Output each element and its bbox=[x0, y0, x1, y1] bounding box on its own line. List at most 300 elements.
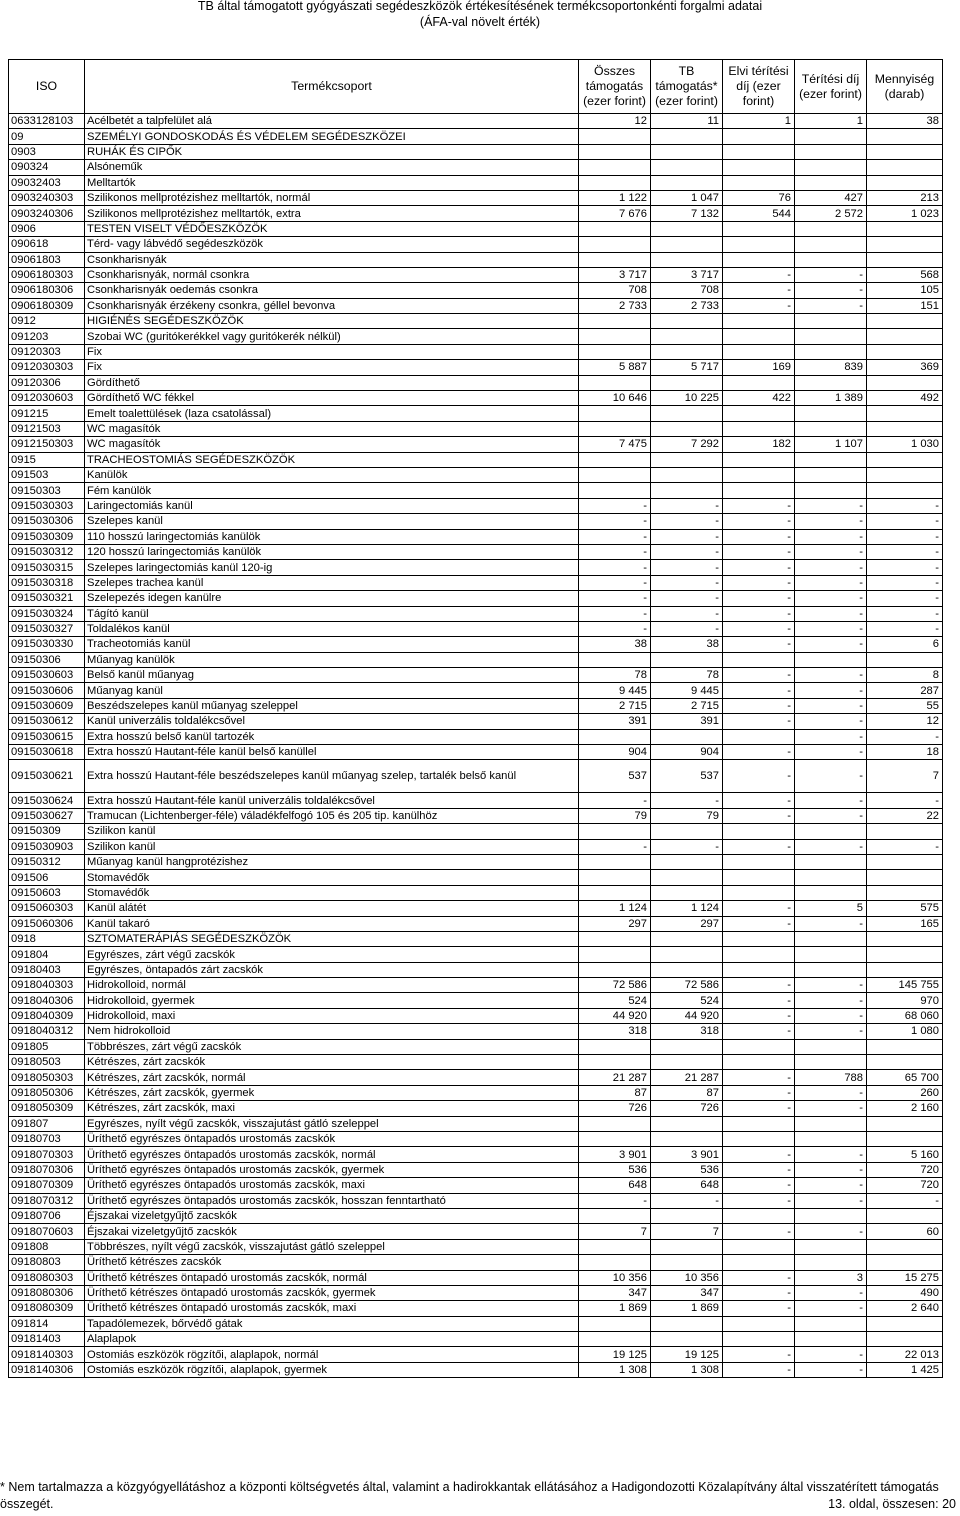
theoretical-fee-cell: - bbox=[723, 544, 795, 559]
total-support-cell bbox=[579, 1116, 651, 1131]
product-group-cell: Üríthető kétrészes zacskók bbox=[85, 1255, 579, 1270]
tb-support-cell bbox=[651, 483, 723, 498]
product-group-cell: Üríthető egyrészes öntapadós urostomás zacskók, normál bbox=[85, 1147, 579, 1162]
iso-code-cell: 0915030615 bbox=[9, 729, 85, 744]
iso-code-cell: 0912 bbox=[9, 314, 85, 329]
iso-code-cell: 09032403 bbox=[9, 175, 85, 190]
iso-code-cell: 091804 bbox=[9, 947, 85, 962]
product-group-cell: 110 hosszú laringectomiás kanülök bbox=[85, 529, 579, 544]
tb-support-cell: - bbox=[651, 621, 723, 636]
product-group-cell: Extra hosszú Hautant-féle kanül univerzális toldalékcsővel bbox=[85, 793, 579, 808]
quantity-cell: 1 030 bbox=[867, 437, 943, 452]
iso-code-cell: 090324 bbox=[9, 160, 85, 175]
fee-cell: 3 bbox=[795, 1270, 867, 1285]
product-group-cell: Beszédszelepes kanül műanyag szeleppel bbox=[85, 698, 579, 713]
tb-support-cell bbox=[651, 375, 723, 390]
iso-code-cell: 0915030627 bbox=[9, 808, 85, 823]
table-row bbox=[9, 793, 943, 808]
total-support-cell bbox=[579, 314, 651, 329]
table-row bbox=[9, 1008, 943, 1023]
total-support-cell bbox=[579, 252, 651, 267]
fee-cell bbox=[795, 947, 867, 962]
tb-support-cell bbox=[651, 344, 723, 359]
fee-cell: - bbox=[795, 514, 867, 529]
quantity-cell bbox=[867, 406, 943, 421]
total-support-cell: - bbox=[579, 839, 651, 854]
table-row bbox=[9, 1347, 943, 1362]
total-support-cell: 391 bbox=[579, 714, 651, 729]
product-group-cell: Csonkharisnyák érzékeny csonkra, géllel bevonva bbox=[85, 298, 579, 313]
product-group-cell: Tracheotomiás kanül bbox=[85, 637, 579, 652]
table-row bbox=[9, 1147, 943, 1162]
tb-support-cell: - bbox=[651, 575, 723, 590]
theoretical-fee-cell: - bbox=[723, 1085, 795, 1100]
product-group-cell: Éjszakai vizeletgyűjtő zacskók bbox=[85, 1224, 579, 1239]
footnote: * Nem tartalmazza a közgyógyellátáshoz a központi költségvetés által, valamint a hadirokkantak ellátásához a Hadigondozotti Közalapítvány által visszatérített támogatás bbox=[0, 1480, 939, 1494]
fee-cell bbox=[795, 1332, 867, 1347]
quantity-cell: 151 bbox=[867, 298, 943, 313]
quantity-cell bbox=[867, 1039, 943, 1054]
quantity-cell bbox=[867, 467, 943, 482]
table-row bbox=[9, 1255, 943, 1270]
fee-cell: 1 bbox=[795, 114, 867, 129]
fee-cell: - bbox=[795, 1301, 867, 1316]
total-support-cell bbox=[579, 947, 651, 962]
tb-support-cell bbox=[651, 252, 723, 267]
col-header-fee: Térítési díj (ezer forint) bbox=[795, 60, 867, 114]
fee-cell: 1 107 bbox=[795, 437, 867, 452]
product-group-cell: Hidrokolloid, gyermek bbox=[85, 993, 579, 1008]
tb-support-cell: 44 920 bbox=[651, 1008, 723, 1023]
table-row bbox=[9, 529, 943, 544]
table-row bbox=[9, 452, 943, 467]
table-row bbox=[9, 808, 943, 823]
product-group-cell: Hidrokolloid, maxi bbox=[85, 1008, 579, 1023]
theoretical-fee-cell bbox=[723, 870, 795, 885]
tb-support-cell: - bbox=[651, 560, 723, 575]
table-row bbox=[9, 1270, 943, 1285]
iso-code-cell: 0906180306 bbox=[9, 283, 85, 298]
total-support-cell: 1 308 bbox=[579, 1362, 651, 1377]
theoretical-fee-cell bbox=[723, 1116, 795, 1131]
table-row bbox=[9, 1162, 943, 1177]
table-row bbox=[9, 962, 943, 977]
product-group-cell: Extra hosszú belső kanül tartozék bbox=[85, 729, 579, 744]
fee-cell bbox=[795, 237, 867, 252]
fee-cell: - bbox=[795, 1101, 867, 1116]
total-support-cell: - bbox=[579, 544, 651, 559]
total-support-cell: 1 124 bbox=[579, 901, 651, 916]
table-row bbox=[9, 854, 943, 869]
theoretical-fee-cell: 182 bbox=[723, 437, 795, 452]
product-group-cell: Tágító kanül bbox=[85, 606, 579, 621]
table-row bbox=[9, 175, 943, 190]
tb-support-cell bbox=[651, 175, 723, 190]
table-row bbox=[9, 1085, 943, 1100]
quantity-cell: 1 425 bbox=[867, 1362, 943, 1377]
product-group-cell: Kétrészes, zárt zacskók, maxi bbox=[85, 1101, 579, 1116]
theoretical-fee-cell: 76 bbox=[723, 190, 795, 205]
product-group-cell: Csonkharisnyák oedemás csonkra bbox=[85, 283, 579, 298]
product-group-cell: Fix bbox=[85, 360, 579, 375]
fee-cell bbox=[795, 375, 867, 390]
quantity-cell: 68 060 bbox=[867, 1008, 943, 1023]
fee-cell: - bbox=[795, 729, 867, 744]
fee-cell: 1 389 bbox=[795, 391, 867, 406]
total-support-cell bbox=[579, 329, 651, 344]
theoretical-fee-cell: - bbox=[723, 514, 795, 529]
total-support-cell: - bbox=[579, 560, 651, 575]
quantity-cell: 213 bbox=[867, 190, 943, 205]
table-row bbox=[9, 885, 943, 900]
tb-support-cell bbox=[651, 467, 723, 482]
tb-support-cell: 391 bbox=[651, 714, 723, 729]
product-group-cell: Szelepes trachea kanül bbox=[85, 575, 579, 590]
product-group-cell: Melltartók bbox=[85, 175, 579, 190]
table-row bbox=[9, 375, 943, 390]
theoretical-fee-cell bbox=[723, 729, 795, 744]
total-support-cell bbox=[579, 1332, 651, 1347]
total-support-cell bbox=[579, 452, 651, 467]
fee-cell: - bbox=[795, 298, 867, 313]
table-row bbox=[9, 267, 943, 282]
iso-code-cell: 0915060306 bbox=[9, 916, 85, 931]
fee-cell bbox=[795, 329, 867, 344]
total-support-cell bbox=[579, 144, 651, 159]
quantity-cell: - bbox=[867, 498, 943, 513]
theoretical-fee-cell: - bbox=[723, 529, 795, 544]
tb-support-cell: 11 bbox=[651, 114, 723, 129]
table-row bbox=[9, 252, 943, 267]
quantity-cell bbox=[867, 854, 943, 869]
iso-code-cell: 09150306 bbox=[9, 652, 85, 667]
product-group-cell: Hidrokolloid, normál bbox=[85, 978, 579, 993]
fee-cell: - bbox=[795, 793, 867, 808]
theoretical-fee-cell: 1 bbox=[723, 114, 795, 129]
table-row bbox=[9, 591, 943, 606]
total-support-cell bbox=[579, 652, 651, 667]
tb-support-cell: 78 bbox=[651, 668, 723, 683]
fee-cell bbox=[795, 824, 867, 839]
theoretical-fee-cell: - bbox=[723, 637, 795, 652]
product-group-cell: Üríthető kétrészes öntapadó urostomás zacskók, maxi bbox=[85, 1301, 579, 1316]
product-group-cell: Szobai WC (guritókerékkel vagy guritókerék nélkül) bbox=[85, 329, 579, 344]
product-group-cell: WC magasítók bbox=[85, 437, 579, 452]
quantity-cell bbox=[867, 1239, 943, 1254]
total-support-cell bbox=[579, 175, 651, 190]
fee-cell bbox=[795, 406, 867, 421]
fee-cell: - bbox=[795, 267, 867, 282]
iso-code-cell: 0918050306 bbox=[9, 1085, 85, 1100]
fee-cell bbox=[795, 870, 867, 885]
theoretical-fee-cell: - bbox=[723, 1024, 795, 1039]
total-support-cell: 297 bbox=[579, 916, 651, 931]
total-support-cell: 38 bbox=[579, 637, 651, 652]
theoretical-fee-cell bbox=[723, 221, 795, 236]
quantity-cell bbox=[867, 870, 943, 885]
fee-cell: - bbox=[795, 745, 867, 760]
table-row bbox=[9, 1208, 943, 1223]
theoretical-fee-cell: - bbox=[723, 591, 795, 606]
theoretical-fee-cell bbox=[723, 1039, 795, 1054]
tb-support-cell bbox=[651, 452, 723, 467]
iso-code-cell: 0906180303 bbox=[9, 267, 85, 282]
iso-code-cell: 091215 bbox=[9, 406, 85, 421]
tb-support-cell: 648 bbox=[651, 1178, 723, 1193]
product-group-cell: Műanyag kanül bbox=[85, 683, 579, 698]
theoretical-fee-cell: - bbox=[723, 1362, 795, 1377]
table-row bbox=[9, 621, 943, 636]
fee-cell bbox=[795, 175, 867, 190]
fee-cell: - bbox=[795, 529, 867, 544]
fee-cell bbox=[795, 252, 867, 267]
total-support-cell: - bbox=[579, 514, 651, 529]
fee-cell: - bbox=[795, 683, 867, 698]
tb-support-cell bbox=[651, 1055, 723, 1070]
table-row bbox=[9, 483, 943, 498]
tb-support-cell: 904 bbox=[651, 745, 723, 760]
tb-support-cell: 2 733 bbox=[651, 298, 723, 313]
product-group-cell: Kanül takaró bbox=[85, 916, 579, 931]
table-row bbox=[9, 1024, 943, 1039]
iso-code-cell: 0915030312 bbox=[9, 544, 85, 559]
quantity-cell: 165 bbox=[867, 916, 943, 931]
total-support-cell bbox=[579, 1239, 651, 1254]
table-row bbox=[9, 993, 943, 1008]
quantity-cell: 65 700 bbox=[867, 1070, 943, 1085]
product-group-cell: Üríthető kétrészes öntapadó urostomás zacskók, normál bbox=[85, 1270, 579, 1285]
iso-code-cell: 09121503 bbox=[9, 421, 85, 436]
iso-code-cell: 0918070306 bbox=[9, 1162, 85, 1177]
fee-cell: - bbox=[795, 575, 867, 590]
quantity-cell bbox=[867, 1208, 943, 1223]
product-group-cell: SZEMÉLYI GONDOSKODÁS ÉS VÉDELEM SEGÉDESZKÖZEI bbox=[85, 129, 579, 144]
iso-code-cell: 0633128103 bbox=[9, 114, 85, 129]
iso-code-cell: 0915030903 bbox=[9, 839, 85, 854]
total-support-cell bbox=[579, 1255, 651, 1270]
iso-code-cell: 0918040303 bbox=[9, 978, 85, 993]
iso-code-cell: 0903240306 bbox=[9, 206, 85, 221]
theoretical-fee-cell bbox=[723, 252, 795, 267]
tb-support-cell: 72 586 bbox=[651, 978, 723, 993]
theoretical-fee-cell bbox=[723, 931, 795, 946]
quantity-cell bbox=[867, 221, 943, 236]
quantity-cell bbox=[867, 252, 943, 267]
quantity-cell: 7 bbox=[867, 760, 943, 793]
table-row bbox=[9, 901, 943, 916]
theoretical-fee-cell: - bbox=[723, 1193, 795, 1208]
iso-code-cell: 0915030327 bbox=[9, 621, 85, 636]
quantity-cell: 15 275 bbox=[867, 1270, 943, 1285]
fee-cell bbox=[795, 144, 867, 159]
tb-support-cell bbox=[651, 421, 723, 436]
theoretical-fee-cell bbox=[723, 885, 795, 900]
theoretical-fee-cell: - bbox=[723, 839, 795, 854]
quantity-cell bbox=[867, 452, 943, 467]
product-group-cell: Csonkharisnyák bbox=[85, 252, 579, 267]
total-support-cell: 44 920 bbox=[579, 1008, 651, 1023]
table-row bbox=[9, 544, 943, 559]
table-row bbox=[9, 1132, 943, 1147]
fee-cell: - bbox=[795, 1362, 867, 1377]
tb-support-cell: 21 287 bbox=[651, 1070, 723, 1085]
quantity-cell: - bbox=[867, 839, 943, 854]
tb-support-cell bbox=[651, 1208, 723, 1223]
table-row bbox=[9, 1316, 943, 1331]
tb-support-cell: 10 356 bbox=[651, 1270, 723, 1285]
quantity-cell: 6 bbox=[867, 637, 943, 652]
tb-support-cell: 7 292 bbox=[651, 437, 723, 452]
iso-code-cell: 0918050303 bbox=[9, 1070, 85, 1085]
total-support-cell: 10 356 bbox=[579, 1270, 651, 1285]
total-support-cell: 537 bbox=[579, 760, 651, 793]
product-group-cell: Egyrészes, zárt végű zacskók bbox=[85, 947, 579, 962]
theoretical-fee-cell: - bbox=[723, 1178, 795, 1193]
quantity-cell: - bbox=[867, 729, 943, 744]
total-support-cell: 1 122 bbox=[579, 190, 651, 205]
theoretical-fee-cell: - bbox=[723, 560, 795, 575]
iso-code-cell: 0915060303 bbox=[9, 901, 85, 916]
quantity-cell: 490 bbox=[867, 1285, 943, 1300]
fee-cell: 839 bbox=[795, 360, 867, 375]
quantity-cell: 145 755 bbox=[867, 978, 943, 993]
fee-cell: - bbox=[795, 606, 867, 621]
product-group-cell: Üríthető kétrészes öntapadó urostomás zacskók, gyermek bbox=[85, 1285, 579, 1300]
theoretical-fee-cell bbox=[723, 237, 795, 252]
tb-support-cell bbox=[651, 1332, 723, 1347]
col-header-iso: ISO bbox=[9, 60, 85, 114]
quantity-cell: 287 bbox=[867, 683, 943, 698]
footnote-continuation: összegét. bbox=[0, 1497, 54, 1511]
theoretical-fee-cell: - bbox=[723, 498, 795, 513]
product-group-cell: WC magasítók bbox=[85, 421, 579, 436]
total-support-cell: 10 646 bbox=[579, 391, 651, 406]
product-group-cell: TESTEN VISELT VÉDŐESZKÖZÖK bbox=[85, 221, 579, 236]
iso-code-cell: 0912030303 bbox=[9, 360, 85, 375]
theoretical-fee-cell bbox=[723, 452, 795, 467]
tb-support-cell: 536 bbox=[651, 1162, 723, 1177]
total-support-cell: - bbox=[579, 529, 651, 544]
total-support-cell: 3 717 bbox=[579, 267, 651, 282]
theoretical-fee-cell bbox=[723, 652, 795, 667]
iso-code-cell: 0915030306 bbox=[9, 514, 85, 529]
tb-support-cell: 3 717 bbox=[651, 267, 723, 282]
quantity-cell: - bbox=[867, 560, 943, 575]
product-group-cell: Szilikonos mellprotézishez melltartók, normál bbox=[85, 190, 579, 205]
theoretical-fee-cell: - bbox=[723, 298, 795, 313]
table-row bbox=[9, 1362, 943, 1377]
iso-code-cell: 0903240303 bbox=[9, 190, 85, 205]
quantity-cell bbox=[867, 129, 943, 144]
product-group-cell: RUHÁK ÉS CIPŐK bbox=[85, 144, 579, 159]
iso-code-cell: 0906180309 bbox=[9, 298, 85, 313]
quantity-cell bbox=[867, 329, 943, 344]
product-group-cell: Alaplapok bbox=[85, 1332, 579, 1347]
product-group-cell: Többrészes, zárt végű zacskók bbox=[85, 1039, 579, 1054]
theoretical-fee-cell bbox=[723, 824, 795, 839]
fee-cell bbox=[795, 885, 867, 900]
tb-support-cell bbox=[651, 1132, 723, 1147]
iso-code-cell: 0918080309 bbox=[9, 1301, 85, 1316]
table-row bbox=[9, 1039, 943, 1054]
quantity-cell: 8 bbox=[867, 668, 943, 683]
iso-code-cell: 091808 bbox=[9, 1239, 85, 1254]
product-group-cell: 120 hosszú laringectomiás kanülök bbox=[85, 544, 579, 559]
product-group-cell: Extra hosszú Hautant-féle kanül belső kanüllel bbox=[85, 745, 579, 760]
total-support-cell: 72 586 bbox=[579, 978, 651, 993]
table-row bbox=[9, 206, 943, 221]
tb-support-cell bbox=[651, 144, 723, 159]
tb-support-cell bbox=[651, 1116, 723, 1131]
quantity-cell: 105 bbox=[867, 283, 943, 298]
product-group-cell: Többrészes, nyílt végű zacskók, visszajutást gátló szeleppel bbox=[85, 1239, 579, 1254]
iso-code-cell: 0918070603 bbox=[9, 1224, 85, 1239]
col-header-quantity: Mennyiség (darab) bbox=[867, 60, 943, 114]
tb-support-cell: 1 124 bbox=[651, 901, 723, 916]
total-support-cell bbox=[579, 406, 651, 421]
iso-code-cell: 091814 bbox=[9, 1316, 85, 1331]
quantity-cell bbox=[867, 314, 943, 329]
total-support-cell: 7 676 bbox=[579, 206, 651, 221]
fee-cell: - bbox=[795, 808, 867, 823]
iso-code-cell: 0906 bbox=[9, 221, 85, 236]
tb-support-cell: 38 bbox=[651, 637, 723, 652]
total-support-cell: 12 bbox=[579, 114, 651, 129]
product-group-cell: Szelepes kanül bbox=[85, 514, 579, 529]
total-support-cell: 524 bbox=[579, 993, 651, 1008]
fee-cell: - bbox=[795, 1285, 867, 1300]
theoretical-fee-cell: - bbox=[723, 1285, 795, 1300]
fee-cell bbox=[795, 1039, 867, 1054]
tb-support-cell bbox=[651, 314, 723, 329]
fee-cell: - bbox=[795, 1162, 867, 1177]
quantity-cell: 18 bbox=[867, 745, 943, 760]
iso-code-cell: 0918040312 bbox=[9, 1024, 85, 1039]
table-row bbox=[9, 1070, 943, 1085]
quantity-cell bbox=[867, 931, 943, 946]
theoretical-fee-cell bbox=[723, 344, 795, 359]
tb-support-cell bbox=[651, 129, 723, 144]
table-row bbox=[9, 283, 943, 298]
total-support-cell: 79 bbox=[579, 808, 651, 823]
quantity-cell: 1 023 bbox=[867, 206, 943, 221]
product-group-cell: Kétrészes, zárt zacskók, normál bbox=[85, 1070, 579, 1085]
table-row bbox=[9, 714, 943, 729]
tb-support-cell bbox=[651, 1039, 723, 1054]
product-group-cell: Csonkharisnyák, normál csonkra bbox=[85, 267, 579, 282]
iso-code-cell: 091805 bbox=[9, 1039, 85, 1054]
fee-cell: 5 bbox=[795, 901, 867, 916]
product-group-cell: Egyrészes, öntapadós zárt zacskók bbox=[85, 962, 579, 977]
table-row bbox=[9, 1178, 943, 1193]
iso-code-cell: 0915030324 bbox=[9, 606, 85, 621]
tb-support-cell: 708 bbox=[651, 283, 723, 298]
table-row bbox=[9, 1301, 943, 1316]
product-group-cell: Éjszakai vizeletgyűjtő zacskók bbox=[85, 1208, 579, 1223]
iso-code-cell: 0915030321 bbox=[9, 591, 85, 606]
quantity-cell: 260 bbox=[867, 1085, 943, 1100]
quantity-cell bbox=[867, 344, 943, 359]
quantity-cell bbox=[867, 375, 943, 390]
quantity-cell bbox=[867, 652, 943, 667]
product-group-cell: Kanülök bbox=[85, 467, 579, 482]
fee-cell: - bbox=[795, 698, 867, 713]
theoretical-fee-cell: - bbox=[723, 267, 795, 282]
table-row bbox=[9, 114, 943, 129]
theoretical-fee-cell bbox=[723, 947, 795, 962]
table-row bbox=[9, 652, 943, 667]
iso-code-cell: 0918080303 bbox=[9, 1270, 85, 1285]
